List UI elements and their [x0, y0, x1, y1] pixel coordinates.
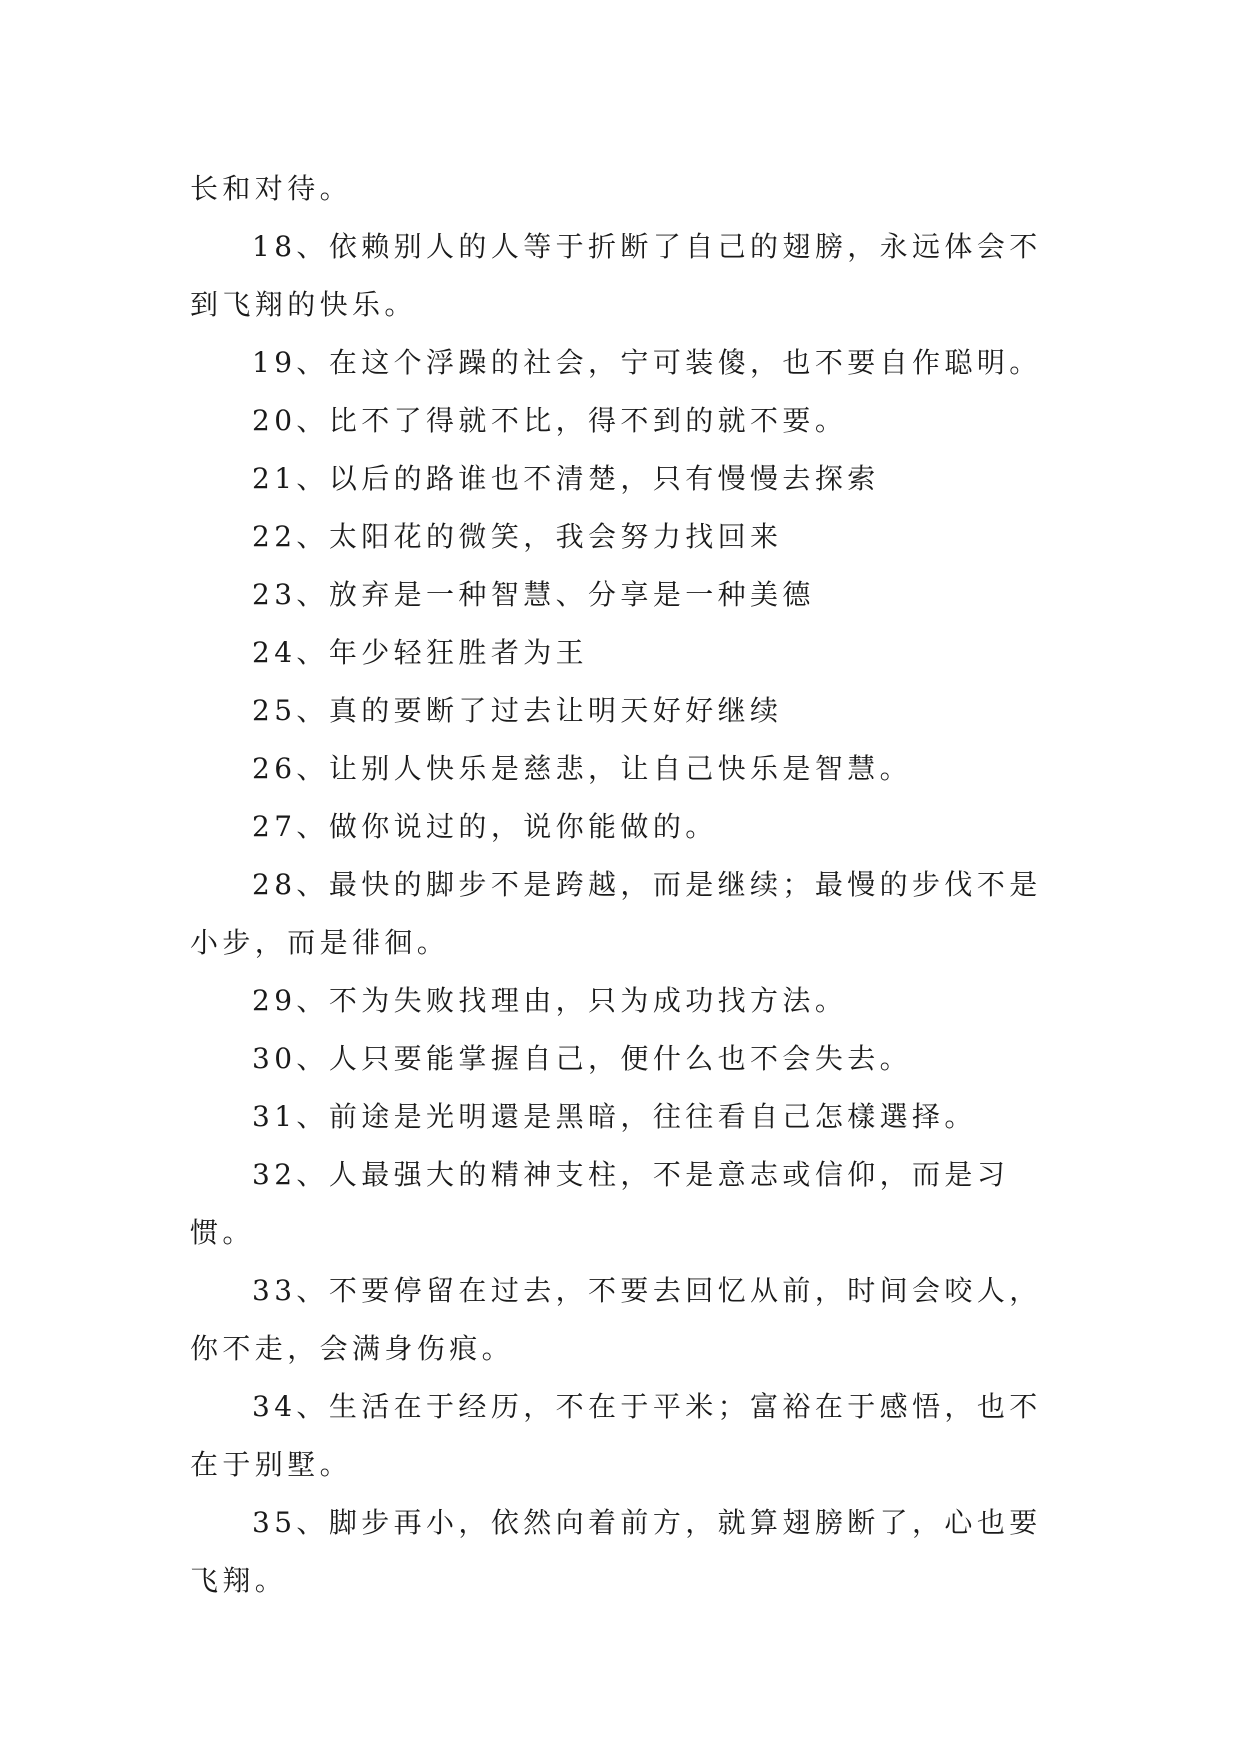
paragraph-item-23: 23、放弃是一种智慧、分享是一种美德 — [252, 578, 815, 611]
paragraph-item-34: 34、生活在于经历，不在于平米；富裕在于感悟，也不在于别墅。 — [190, 1390, 1042, 1481]
paragraph-item-26: 26、让别人快乐是慈悲，让自己快乐是智慧。 — [252, 752, 913, 785]
document-body — [190, 160, 1060, 1610]
paragraph-continuation: 长和对待。 — [190, 172, 353, 205]
paragraph-item-33: 33、不要停留在过去，不要去回忆从前，时间会咬人，你不走，会满身伤痕。 — [190, 1274, 1042, 1365]
paragraph-item-27: 27、做你说过的，说你能做的。 — [252, 810, 718, 843]
paragraph-item-20: 20、比不了得就不比，得不到的就不要。 — [252, 404, 848, 437]
paragraph-item-30: 30、人只要能掌握自己，便什么也不会失去。 — [252, 1042, 913, 1075]
paragraph-item-32: 32、人最强大的精神支柱，不是意志或信仰，而是习惯。 — [190, 1158, 1010, 1249]
paragraph-item-22: 22、太阳花的微笑，我会努力找回来 — [252, 520, 783, 553]
paragraph-item-21: 21、以后的路谁也不清楚，只有慢慢去探索 — [252, 462, 880, 495]
paragraph-item-19: 19、在这个浮躁的社会，宁可装傻，也不要自作聪明。 — [252, 346, 1042, 379]
paragraph-item-29: 29、不为失败找理由，只为成功找方法。 — [252, 984, 848, 1017]
paragraph-item-18: 18、依赖别人的人等于折断了自己的翅膀，永远体会不到飞翔的快乐。 — [190, 230, 1042, 321]
paragraph-item-25: 25、真的要断了过去让明天好好继续 — [252, 694, 783, 727]
paragraph-item-31: 31、前途是光明還是黑暗，往往看自己怎樣選择。 — [252, 1100, 977, 1133]
paragraph-item-35: 35、脚步再小，依然向着前方，就算翅膀断了，心也要飞翔。 — [190, 1506, 1042, 1597]
paragraph-item-28: 28、最快的脚步不是跨越，而是继续；最慢的步伐不是小步，而是徘徊。 — [190, 868, 1042, 959]
paragraph-item-24: 24、年少轻狂胜者为王 — [252, 636, 589, 669]
